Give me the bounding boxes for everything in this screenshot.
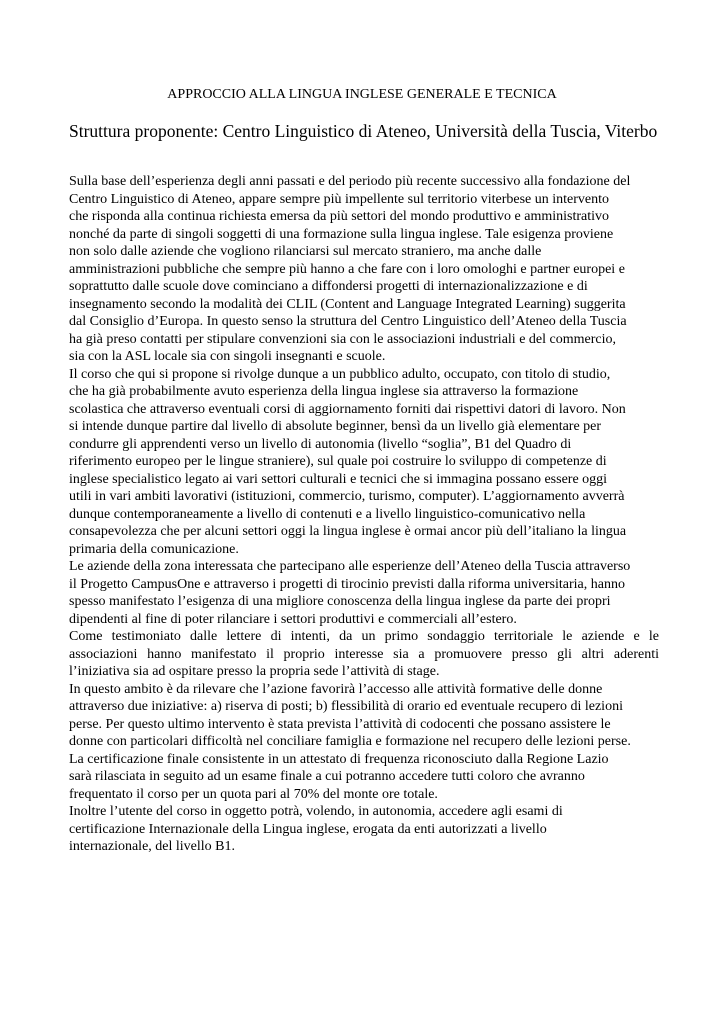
- body-line: inglese specialistico legato ai vari settori culturali e tecnici che si immagina possano essere oggi: [69, 471, 608, 487]
- body-line: primaria della comunicazione.: [69, 541, 239, 557]
- document-title: APPROCCIO ALLA LINGUA INGLESE GENERALE E TECNICA: [167, 87, 557, 102]
- body-line: Il corso che qui si propone si rivolge dunque a un pubblico adulto, occupato, con titolo di studio,: [69, 366, 611, 382]
- body-line: soprattutto dalle scuole dove cominciano a diffondersi progetti di internazionalizzazione e di: [69, 279, 588, 294]
- body-line: donne con particolari difficoltà nel conciliare famiglia e formazione nel recupero delle lezioni perse.: [69, 734, 631, 749]
- body-line: dal Consiglio d’Europa. In questo senso la struttura del Centro Linguistico dell’Ateneo della Tuscia: [69, 314, 627, 329]
- body-line: internazionale, del livello B1.: [69, 839, 236, 854]
- body-line: Sulla base dell’esperienza degli anni passati e del periodo più recente successivo alla fondazione del: [69, 174, 631, 189]
- body-line: che risponda alla continua richiesta emersa da più settori del mondo produttivo e amministrativo: [69, 209, 610, 224]
- body-line: dipendenti al fine di poter rilanciare i settori produttivi e commerciali all’estero.: [69, 611, 517, 627]
- body-line: frequentato il corso per un quota pari al 70% del monte ore totale.: [69, 786, 438, 802]
- body-line: amministrazioni pubbliche che sempre più hanno a che fare con i loro omologhi e partner europei e: [69, 261, 625, 277]
- body-line: l’iniziativa sia ad ospitare presso la propria sede l’attività di stage.: [69, 664, 440, 679]
- body-line: che ha già probabilmente avuto esperienza della lingua inglese sia attraverso la formazione: [69, 384, 579, 399]
- body-line: il Progetto CampusOne e attraverso i progetti di tirocinio previsti dalla riforma universitaria, hanno: [69, 576, 625, 592]
- body-line: nonché da parte di singoli soggetti di una formazione sulla lingua inglese. Tale esigenza proviene: [69, 226, 614, 242]
- document-body: [69, 173, 659, 856]
- body-line: Centro Linguistico di Ateneo, appare sempre più impellente sul territorio viterbese un intervento: [69, 191, 610, 207]
- document-subtitle: Struttura proponente: Centro Linguistico di Ateneo, Università della Tuscia, Viterbo: [69, 121, 658, 141]
- body-line: Come testimoniato dalle lettere di intenti, da un primo sondaggio territoriale le aziende e le: [69, 629, 659, 644]
- body-line: non solo dalle aziende che vogliono rilanciarsi sul mercato straniero, ma anche dalle: [69, 244, 542, 259]
- body-line: utili in vari ambiti lavorativi (istituzioni, commercio, turismo, computer). L’aggiornamento avverrà: [69, 489, 625, 504]
- body-line: Le aziende della zona interessata che partecipano alle esperienze dell’Ateneo della Tuscia attraverso: [69, 559, 631, 574]
- body-line: condurre gli apprendenti verso un livello di autonomia (livello “soglia”, B1 del Quadro di: [69, 436, 572, 452]
- body-line: si intende dunque partire dal livello di absolute beginner, bensì da un livello già elementare per: [69, 419, 602, 434]
- body-line: sia con la ASL locale sia con singoli insegnanti e scuole.: [69, 349, 386, 364]
- body-line: ha già preso contatti per stipulare convenzioni sia con le associazioni industriali e del commercio,: [69, 331, 616, 347]
- body-line: La certificazione finale consistente in un attestato di frequenza riconosciuto dalla Regione Lazio: [69, 751, 609, 767]
- body-line: spesso manifestato l’esigenza di una migliore conoscenza della lingua inglese da parte dei propri: [69, 594, 611, 609]
- body-line: dunque contemporaneamente a livello di contenuti e a livello linguistico-comunicativo nella: [69, 506, 586, 522]
- body-line: Inoltre l’utente del corso in oggetto potrà, volendo, in autonomia, accedere agli esami di: [69, 804, 563, 819]
- body-line: consapevolezza che per alcuni settori oggi la lingua inglese è ormai ancor più dell’italiano la lingua: [69, 524, 627, 539]
- body-line: sarà rilasciata in seguito ad un esame finale a cui potranno accedere tutti coloro che avranno: [69, 769, 585, 784]
- body-line: attraverso due iniziative: a) riserva di posti; b) flessibilità di orario ed eventuale recupero di lezioni: [69, 699, 623, 714]
- body-line: riferimento europeo per le lingue straniere), sul quale poi costruire lo sviluppo di competenze di: [69, 454, 607, 469]
- body-line: certificazione Internazionale della Lingua inglese, erogata da enti autorizzati a livello: [69, 821, 547, 837]
- body-line: scolastica che attraverso eventuali corsi di aggiornamento forniti dai rispettivi datori di lavoro. Non: [69, 401, 626, 417]
- body-line: associazioni hanno manifestato il proprio interesse sia a promuovere presso gli altri aderenti: [69, 646, 659, 662]
- body-line: insegnamento secondo la modalità dei CLIL (Content and Language Integrated Learning) suggerita: [69, 296, 626, 312]
- body-line: In questo ambito è da rilevare che l’azione favorirà l’accesso alle attività formative delle donne: [69, 681, 603, 697]
- body-line: perse. Per questo ultimo intervento è stata prevista l’attività di codocenti che possano assistere le: [69, 716, 611, 732]
